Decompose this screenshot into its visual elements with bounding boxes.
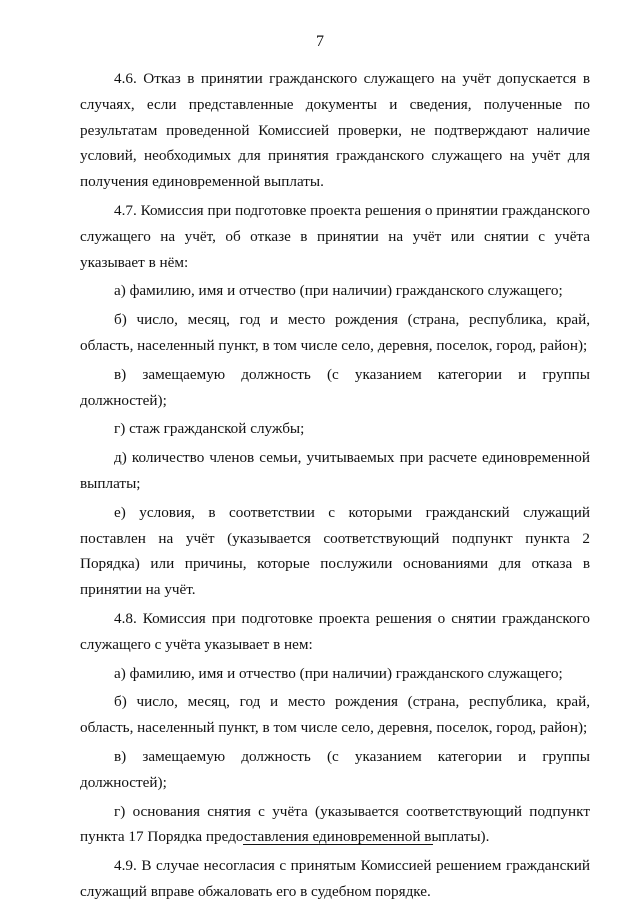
paragraph-4-7: 4.7. Комиссия при подготовке проекта решения о принятии гражданского служащего на учёт, об отказе в принятии на учёт или снятии с учёта указывает в нём: <box>80 201 590 271</box>
paragraph-4-9: 4.9. В случае несогласия с принятым Комиссией решением гражданский служащий вправе обжаловать его в судебном порядке. <box>80 857 590 900</box>
list-item-g: г) стаж гражданской службы; <box>114 420 305 438</box>
list-item-b: б) число, месяц, год и место рождения (страна, республика, край, область, населенный пункт, в том числе село, деревня, поселок, город, район); <box>80 311 590 354</box>
list-item-v-2: в) замещаемую должность (с указанием категории и группы должностей); <box>80 747 590 791</box>
document-body <box>80 66 590 905</box>
paragraph-4-6: 4.6. Отказ в принятии гражданского служащего на учёт допускается в случаях, если представленные документы и сведения, полученные по результатам проведенной Комиссией проверки, не подтверждают наличие условий, необходимых для принятия гражданского служащего на учёт для получения единовременной выплаты. <box>80 70 590 191</box>
page-number: 7 <box>316 33 324 50</box>
list-item-v: в) замещаемую должность (с указанием категории и группы должностей); <box>80 365 590 409</box>
end-divider-line <box>243 844 433 845</box>
list-item-a-2: а) фамилию, имя и отчество (при наличии) гражданского служащего; <box>114 664 563 682</box>
list-item-b-2: б) число, месяц, год и место рождения (страна, республика, край, область, населенный пункт, в том числе село, деревня, поселок, город, район); <box>80 693 590 737</box>
list-item-e: е) условия, в соответствии с которыми гражданский служащий поставлен на учёт (указывается соответствующий подпункт пункта 2 Порядка) или причины, которые послужили основаниями для отказа в принятии на учёт. <box>80 503 590 599</box>
list-item-a: а) фамилию, имя и отчество (при наличии) гражданского служащего; <box>114 282 563 300</box>
list-item-d: д) количество членов семьи, учитываемых при расчете единовременной выплаты; <box>80 449 590 492</box>
list-item-g-2: г) основания снятия с учёта (указывается соответствующий подпункт пункта 17 Порядка предоставления единовременной выплаты). <box>80 802 590 846</box>
paragraph-4-8: 4.8. Комиссия при подготовке проекта решения о снятии гражданского служащего с учёта указывает в нем: <box>80 609 590 653</box>
